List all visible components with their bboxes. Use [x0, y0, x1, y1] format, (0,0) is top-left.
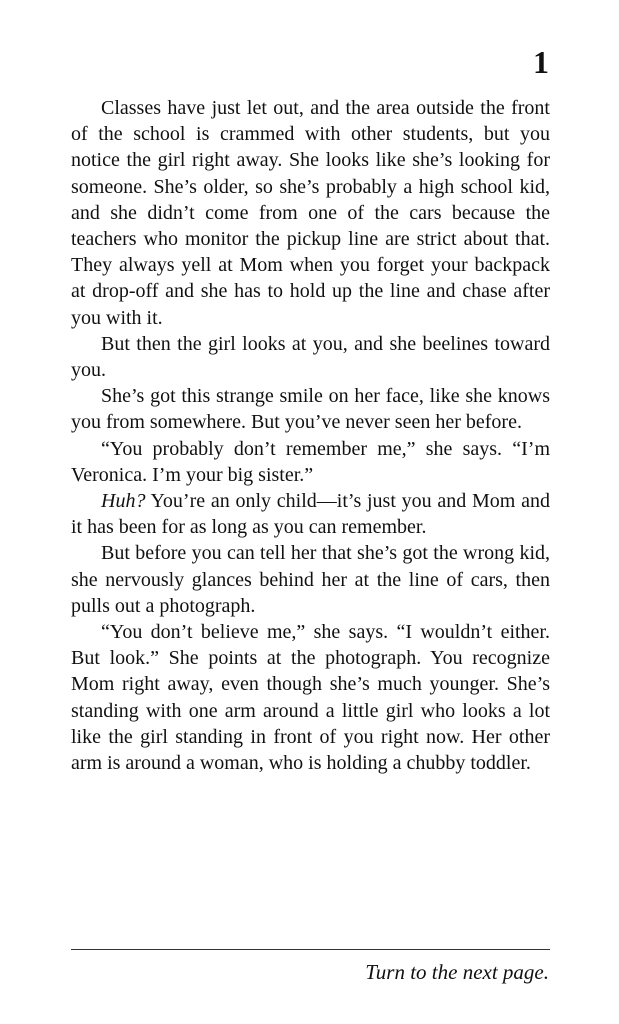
paragraph [71, 331, 550, 383]
paragraph [71, 619, 550, 776]
page-number: 1 [533, 44, 549, 80]
paragraph [71, 383, 550, 435]
paragraph [71, 540, 550, 619]
paragraph-text: “You don’t believe me,” she says. “I wouldn’t either. But look.” She points at the photograph. You recognize Mom right away, even though she’s much younger. She’s standing with one arm around a little girl who looks a lot like the girl standing in front of you right now. Her other arm is around a woman, who is holding a chubby toddler. [71, 621, 550, 775]
paragraph [71, 436, 550, 488]
paragraph-text: But before you can tell her that she’s got the wrong kid, she nervously glances behind her at the line of cars, then pulls out a photograph. [71, 542, 550, 617]
paragraph-text: “You probably don’t remember me,” she says. “I’m Veronica. I’m your big sister.” [71, 437, 550, 486]
paragraph [71, 488, 550, 540]
paragraph-text: She’s got this strange smile on her face, like she knows you from somewhere. But you’ve never seen her before. [71, 385, 550, 434]
next-page-link[interactable]: Turn to the next page. [365, 960, 549, 984]
paragraph-text: Classes have just let out, and the area outside the front of the school is crammed with other students, but you notice the girl right away. She looks like she’s looking for someone. She’s older, so she’s probably a high school kid, and she didn’t come from one of the cars because the teachers who monitor the pickup line are strict about that. They always yell at Mom when you forget your backpack at drop-off and she has to hold up the line and chase after you with it. [71, 97, 550, 329]
paragraph-text: You’re an only child—it’s just you and Mom and it has been for as long as you can remember. [71, 490, 550, 539]
italic-lead: Huh? [101, 490, 146, 513]
story-text [71, 95, 550, 776]
paragraph [71, 95, 550, 331]
footer-divider [71, 949, 550, 950]
paragraph-text: But then the girl looks at you, and she beelines toward you. [71, 332, 550, 382]
